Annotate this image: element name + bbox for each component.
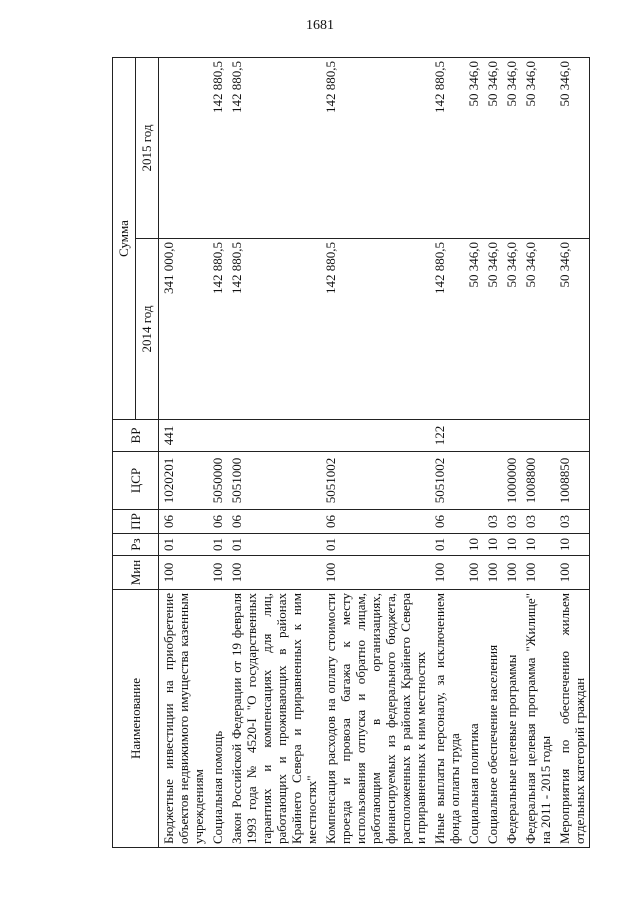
cell-name: Закон Российской Федерации от 19 февраля 1993 года № 4520-I "О государственных гарантиях и компенсациях для лиц, работающих и проживающих в районах Крайнего Севера и приравненных к ним местностях" [227, 590, 321, 848]
header-2014: 2014 год [136, 239, 159, 420]
rotated-table-container [112, 58, 587, 848]
cell-min: 100 [483, 556, 502, 590]
cell-2014: 142 880,5 [430, 239, 464, 420]
cell-pr: 06 [159, 510, 209, 534]
cell-rz: 01 [208, 534, 227, 556]
cell-2014: 50 346,0 [521, 239, 555, 420]
cell-csr: 1008800 [521, 452, 555, 510]
cell-csr: 1008850 [555, 452, 590, 510]
cell-2015: 142 880,5 [208, 58, 227, 239]
cell-rz: 01 [159, 534, 209, 556]
cell-name: Социальная помощь [208, 590, 227, 848]
cell-min: 100 [321, 556, 430, 590]
cell-vr [464, 420, 483, 452]
cell-csr [464, 452, 483, 510]
cell-2014: 50 346,0 [502, 239, 521, 420]
cell-name: Социальная политика [464, 590, 483, 848]
cell-2015: 50 346,0 [502, 58, 521, 239]
cell-csr: 5051002 [321, 452, 430, 510]
cell-pr: 03 [502, 510, 521, 534]
cell-min: 100 [159, 556, 209, 590]
cell-2014: 50 346,0 [483, 239, 502, 420]
cell-rz: 10 [555, 534, 590, 556]
table-row [430, 58, 464, 848]
budget-table [112, 57, 590, 848]
table-row [208, 58, 227, 848]
header-2015: 2015 год [136, 58, 159, 239]
cell-pr: 03 [521, 510, 555, 534]
cell-min: 100 [502, 556, 521, 590]
header-pr: ПР [113, 510, 159, 534]
table-row [227, 58, 321, 848]
cell-pr: 06 [227, 510, 321, 534]
cell-2014: 142 880,5 [321, 239, 430, 420]
cell-pr: 06 [208, 510, 227, 534]
table-row [521, 58, 555, 848]
header-min: Мин [113, 556, 159, 590]
table-row [502, 58, 521, 848]
cell-rz: 01 [430, 534, 464, 556]
cell-csr [483, 452, 502, 510]
header-vr: ВР [113, 420, 159, 452]
table-row [464, 58, 483, 848]
cell-vr [227, 420, 321, 452]
cell-name: Федеральные целевые программы [502, 590, 521, 848]
cell-2014: 50 346,0 [555, 239, 590, 420]
header-csr: ЦСР [113, 452, 159, 510]
cell-min: 100 [555, 556, 590, 590]
cell-vr: 122 [430, 420, 464, 452]
cell-pr: 03 [555, 510, 590, 534]
cell-csr: 5051002 [430, 452, 464, 510]
cell-vr [321, 420, 430, 452]
cell-name: Мероприятия по обеспечению жильем отдельных категорий граждан [555, 590, 590, 848]
cell-name: Иные выплаты персоналу, за исключением фонда оплаты труда [430, 590, 464, 848]
cell-vr [208, 420, 227, 452]
cell-vr: 441 [159, 420, 209, 452]
cell-2014: 341 000,0 [159, 239, 209, 420]
cell-2015: 142 880,5 [227, 58, 321, 239]
cell-min: 100 [430, 556, 464, 590]
cell-min: 100 [208, 556, 227, 590]
table-row [555, 58, 590, 848]
cell-rz: 10 [521, 534, 555, 556]
cell-csr: 5050000 [208, 452, 227, 510]
cell-csr: 5051000 [227, 452, 321, 510]
cell-vr [555, 420, 590, 452]
cell-2015: 50 346,0 [464, 58, 483, 239]
header-sum: Сумма [113, 58, 136, 420]
cell-pr: 06 [430, 510, 464, 534]
cell-vr [502, 420, 521, 452]
header-rz: Рз [113, 534, 159, 556]
cell-pr [464, 510, 483, 534]
table-row [483, 58, 502, 848]
cell-2015: 50 346,0 [483, 58, 502, 239]
cell-2015: 50 346,0 [521, 58, 555, 239]
cell-2015 [159, 58, 209, 239]
table-header [113, 58, 159, 848]
cell-vr [483, 420, 502, 452]
cell-pr: 03 [483, 510, 502, 534]
table-row [159, 58, 209, 848]
table-body [159, 58, 590, 848]
cell-2014: 142 880,5 [227, 239, 321, 420]
cell-name: Федеральная целевая программа "Жилище" на 2011 - 2015 годы [521, 590, 555, 848]
cell-2014: 142 880,5 [208, 239, 227, 420]
cell-2015: 142 880,5 [430, 58, 464, 239]
header-name: Наименование [113, 590, 159, 848]
cell-vr [521, 420, 555, 452]
cell-min: 100 [521, 556, 555, 590]
cell-csr: 1000000 [502, 452, 521, 510]
cell-rz: 10 [483, 534, 502, 556]
cell-min: 100 [227, 556, 321, 590]
cell-rz: 01 [227, 534, 321, 556]
cell-name: Социальное обеспечение населения [483, 590, 502, 848]
cell-name: Бюджетные инвестиции на приобретение объектов недвижимого имущества казенным учреждениям [159, 590, 209, 848]
cell-rz: 01 [321, 534, 430, 556]
cell-name: Компенсация расходов на оплату стоимости проезда и провоза багажа к месту использования отпуска и обратно лицам, работающим в организациях, финансируемых из федерального бюджета, расположенных в районах Крайнего Севера и приравненных к ним местностях [321, 590, 430, 848]
cell-min: 100 [464, 556, 483, 590]
page-number: 1681 [306, 18, 334, 33]
cell-pr: 06 [321, 510, 430, 534]
cell-2015: 142 880,5 [321, 58, 430, 239]
cell-2014: 50 346,0 [464, 239, 483, 420]
cell-csr: 1020201 [159, 452, 209, 510]
cell-2015: 50 346,0 [555, 58, 590, 239]
cell-rz: 10 [464, 534, 483, 556]
table-row [321, 58, 430, 848]
cell-rz: 10 [502, 534, 521, 556]
